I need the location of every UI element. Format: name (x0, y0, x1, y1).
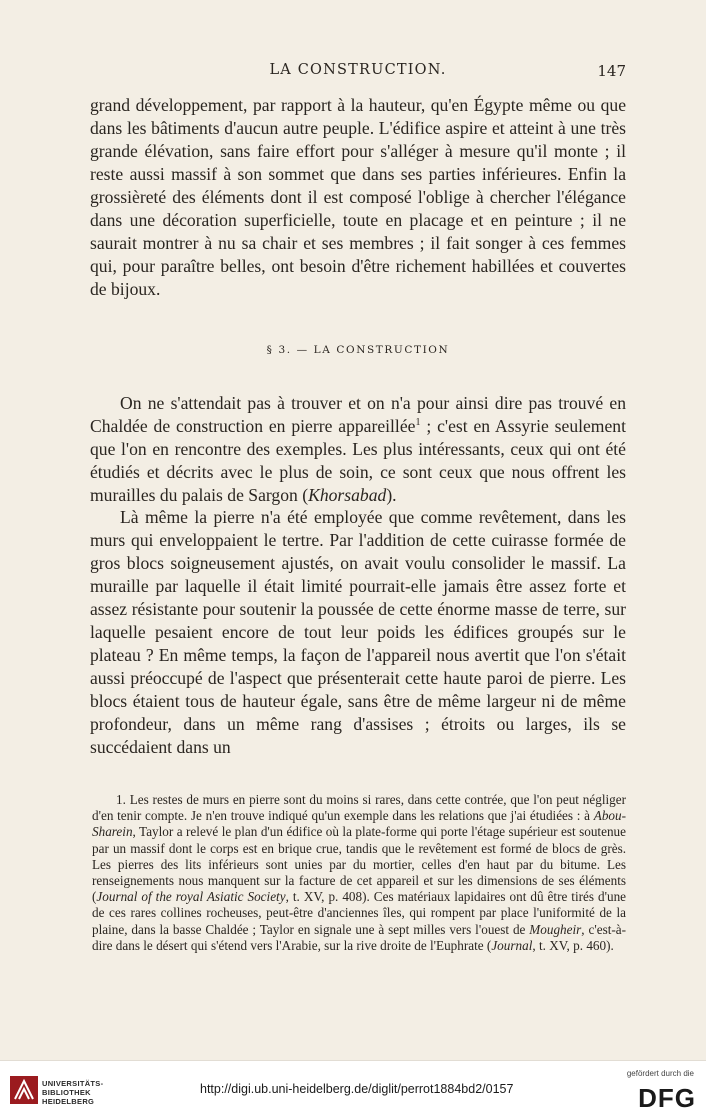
dfg-logo: DFG (638, 1083, 696, 1113)
footnote-reference[interactable]: 1 (415, 417, 421, 429)
library-name-line: UNIVERSITÄTS- (42, 1079, 104, 1088)
viewer-footer (0, 1060, 706, 1120)
footnote-text: , t. XV, p. 460). (532, 937, 614, 953)
footnote-text: , Taylor a relevé le plan d'un édifice où la plate-forme qui porte l'étage supérieur est soutenue par un massif dont le corps est en brique crue, tandis que le revêtement est formé de blocs de grès. Les pierres des lits inférieurs sont unies par du mortier, celles d'en haut par du bitume. Les renseignements nous manquent sur la facture de cet appareil et sur les dimensions de ses éléments ( (92, 824, 626, 905)
paragraph-2 (90, 392, 626, 507)
paragraph-2-text: On ne s'attendait pas à trouver et on n'a pour ainsi dire pas trouvé en Chaldée de construction en pierre appareillée (90, 393, 626, 436)
paragraph-1: grand développement, par rapport à la hauteur, qu'en Égypte même ou que dans les bâtiments d'aucun autre peuple. L'édifice aspire et atteint à une très grande élévation, sans faire effort pour s'alléger à mesure qu'il monte ; il reste aussi massif à son sommet que dans ses parties inférieures. Enfin la grossièreté des éléments dont il est composé l'oblige à chercher l'élégance dans une décoration superficielle, toute en placage et en peinture ; il ne saurait montrer à nu sa chair et ses membres ; il fait songer à ces femmes qui, pour paraître belles, ont besoin d'être richement habillées et couvertes de bijoux. (90, 95, 626, 299)
paragraph-2-text-cont: ; c'est en Assyrie seulement que l'on en rencontre des exemples. Les plus intéressants, ceux qui ont été étudiés et décrits avec le plus de soin, ce sont ceux que nous offrent les murailles du palais de Sargon ( (90, 416, 626, 505)
footnote-text: , c'est-à-dire dans le désert qui s'étend vers l'Arabie, sur la rive droite de l'Euphrate ( (92, 921, 626, 953)
permalink-url[interactable]: http://digi.ub.uni-heidelberg.de/diglit/perrot1884bd2/0157 (200, 1082, 514, 1096)
place-name-khorsabad: Khorsabad (308, 485, 387, 505)
footnote-place: Abou-Sharein (92, 808, 626, 840)
footnote-journal: Journal of the royal Asiatic Society (96, 889, 286, 905)
library-name (42, 1079, 103, 1106)
library-name-line: HEIDELBERG (42, 1097, 95, 1106)
footnote-text: , t. XV, p. 408). Ces matériaux lapidaires ont dû être tirés d'une de ces rares collines rocheuses, peut-être d'anciennes îles, qui rompent par place l'uniformité de la plaine, dans la basse Chaldée ; Taylor en signale une à sept milles vers l'ouest de (92, 889, 627, 937)
footnote-place: Mougheir (529, 921, 582, 937)
footnote-text: 1. Les restes de murs en pierre sont du moins si rares, dans cette contrée, que l'on peut négliger d'en tenir compte. Je n'en trouve indiqué qu'un exemple dans les relations que j'ai étudiées : à (92, 792, 626, 824)
paragraph-3: Là même la pierre n'a été employée que comme revêtement, dans les murs qui enveloppaient le tertre. Par l'addition de cette cuirasse formée de gros blocs soigneusement ajustés, on avait voulu consolider le massif. La muraille par laquelle il était limité pourrait-elle jamais être assez forte et assez résistante pour soutenir la poussée de cette énorme masse de terre, sur laquelle pesaient encore de tout leur poids les édifices groupés sur le plateau ? En même temps, la façon de l'appareil nous avertit que l'on s'était aussi préoccupé de l'aspect que présenterait cette haute paroi de pierre. Les blocs étaient tous de hauteur égale, sans être de même largeur ni de même profondeur, dans un même rang d'assises ; étroits ou larges, ils se succédaient dans un (90, 507, 626, 757)
page-number: 147 (597, 62, 626, 80)
funded-by-label: gefördert durch die (626, 1069, 694, 1078)
paragraph-2-end: ). (386, 485, 397, 505)
running-head (90, 62, 626, 86)
library-logo-icon (10, 1076, 38, 1104)
library-name-line: BIBLIOTHEK (42, 1088, 91, 1097)
footnote-journal: Journal (491, 937, 533, 953)
section-heading: § 3. — LA CONSTRUCTION (266, 344, 450, 356)
footnote (92, 792, 626, 954)
running-title: LA CONSTRUCTION. (269, 62, 447, 78)
